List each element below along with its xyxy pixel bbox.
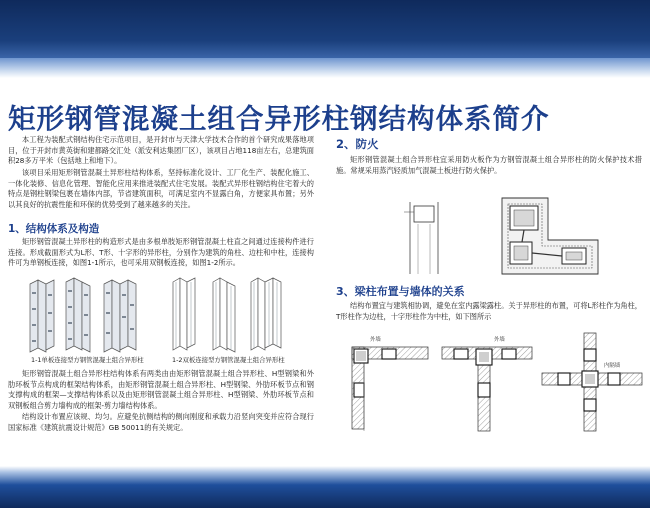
top-highlight-band [0,58,650,78]
bottom-band [0,466,650,508]
column-layout-plans-figure [346,327,644,433]
section-1-paragraph-2: 矩形钢管混凝土组合异形柱结构体系有两类由由矩形钢管混凝土组合异形柱、H型钢梁和外肋环板节点构成的框架结构体系，由矩形钢管混凝土组合异形柱、H型钢梁、外肋环板节点和钢支撑构成的框架—支撑结构体系以及由矩形钢管混凝土组合异形柱、H型钢梁、外肋环板节点和双钢板组合剪力墙构成的框架-剪力墙结构体系。 [8,369,314,410]
figure-1-2-drawing [165,272,293,354]
section-3-paragraph: 结构布置宜与建筑相协调，避免在室内露梁露柱。关于异形柱的布置，可将L形柱作为角柱，T形柱作为边柱，十字形柱作为中柱，如下图所示 [336,301,642,321]
figure-1-2-double-plate-columns [165,272,293,354]
top-band [0,0,650,58]
fireproofing-detail-drawing [398,182,600,278]
section-3-heading: 3、梁柱布置与墙体的关系 [336,285,465,298]
figure-1-1-caption: 1-1单板连接型方钢管混凝土组合异形柱 [31,356,144,364]
interior-wall-label-cross: 内隔墙 [604,363,621,369]
cross-column-plan [542,333,642,431]
intro-paragraph-2: 该项目采用矩形钢管混凝土异形柱结构体系，坚持标准化设计、工厂化生产、装配化施工、一体化装修、信息化管理、智能化应用来推进装配式住宅发展。装配式异形柱钢结构住宅着大的特点是钢柱钢梁包裹在墙体内部，节省建筑面积，可满足室内不显露白角，方便家具布置；另外以其良好的抗震性能和环保的优势受到了越来越多的关注。 [8,168,314,209]
figure-1-1-drawing [22,272,150,354]
page-title: 矩形钢管混凝土组合异形柱钢结构体系简介 [8,103,550,135]
figure-1-1-single-plate-columns [22,272,150,354]
t-column-plan [442,347,532,431]
fireproofing-detail-figure [398,182,600,278]
exterior-wall-label-l: 外墙 [370,337,381,343]
section-1-paragraph: 矩形钢管混凝土异形柱的构造形式是由多根单肢矩形钢管混凝土柱直之间通过连接构件进行连接。形成截面形式为L形、T形、十字形的异形柱，分别作为建筑的角柱、边柱和中柱，连接构件可为单钢板连接，如图1-1所示，也可采用双钢板连接，如图1-2所示。 [8,237,314,268]
section-1-paragraph-3: 结构设计布置应该规、均匀。应避免抗侧结构的侧向刚度和承载力沿竖向突变并应符合现行国家标准《建筑抗震设计规范》GB 50011的有关规定。 [8,412,314,432]
section-2-heading: 2、防火 [336,137,379,151]
exterior-wall-label-t: 外墙 [494,337,505,343]
intro-paragraph-1: 本工程为装配式钢结构住宅示范项目，是开封市与天津大学技术合作的首个研究成果落地项目，位于开封市黄英街和建都路交汇处（派安利达集团厂区），该项目占地118亩左右，总建筑面积28多万平米（包括地上和地下）。 [8,135,314,166]
section-2-paragraph: 矩形钢管混凝土组合异形柱宜采用防火板作为方钢管混凝土组合异形柱的防火保护技术措施。常规采用蒸汽轻质加气混凝土板进行防火保护。 [336,155,642,175]
section-1-heading: 1、结构体系及构造 [8,223,100,235]
l-column-plan [352,347,428,431]
figure-1-2-caption: 1-2双板连接型方钢管混凝土组合异形柱 [172,356,285,364]
